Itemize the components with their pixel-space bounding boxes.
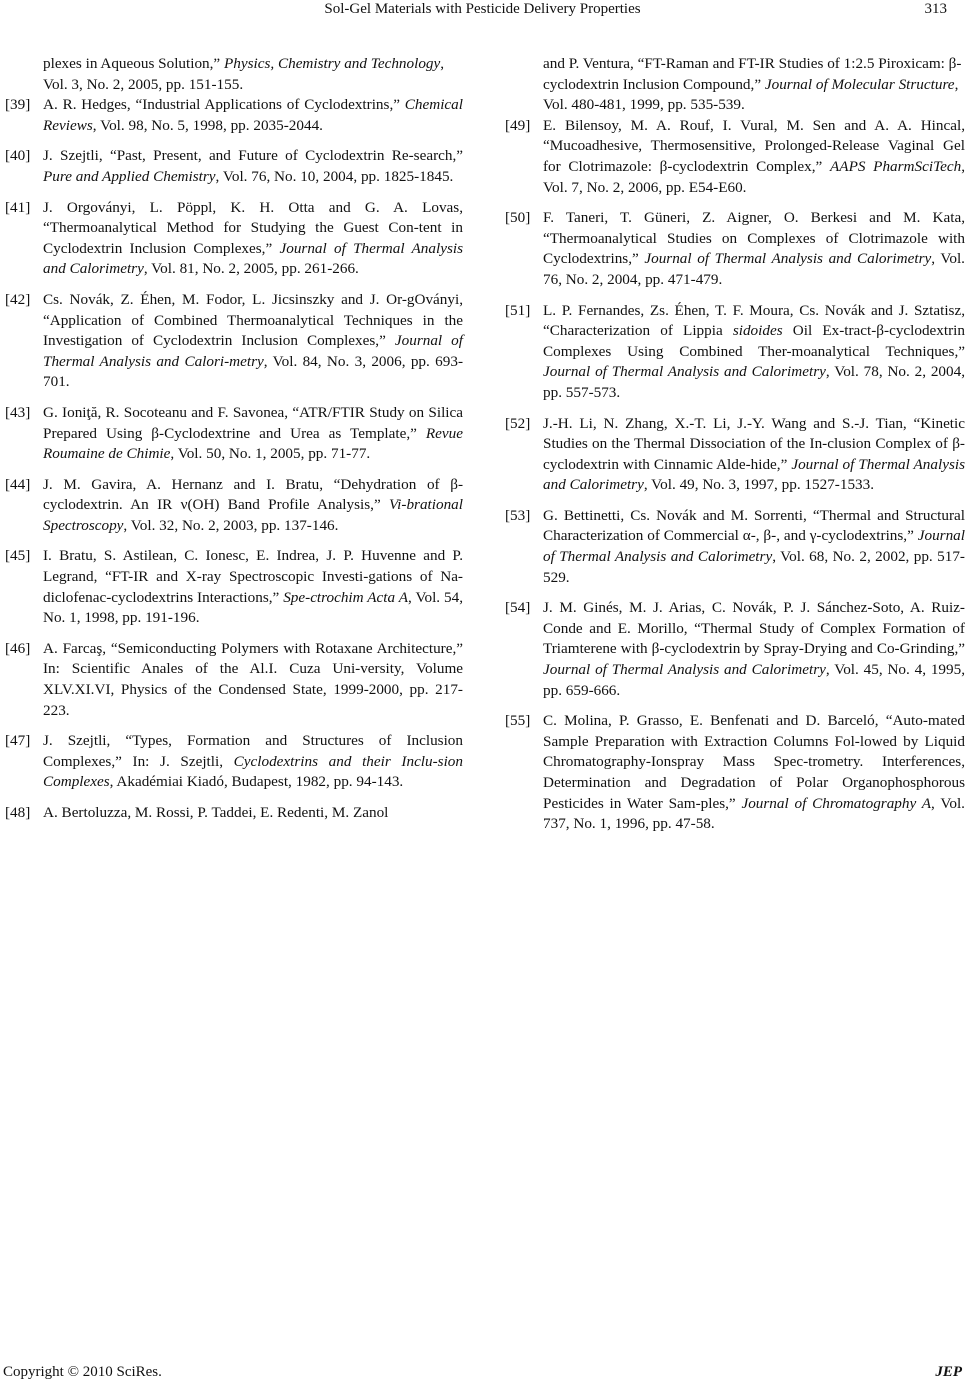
reference-body — [43, 546, 463, 628]
reference-continuation — [505, 54, 965, 116]
reference-number: [43] — [5, 403, 31, 421]
reference-item — [5, 546, 463, 628]
reference-text: J. Orgoványi, L. Pöppl, K. H. Otta and G. A. Lovas, “Thermoanalytical Method for Studying the Guest Con-tent in Cyclodextrin Inclusion Complexes,” — [43, 198, 463, 257]
reference-text: , Vol. 76, No. 10, 2004, pp. 1825-1845. — [215, 167, 454, 185]
reference-number: [48] — [5, 804, 31, 821]
reference-text: J. M. Gavira, A. Hernanz and I. Bratu, “Dehydration of β-cyclodextrin. An IR ν(OH) Band Profile Analysis,” — [43, 475, 463, 514]
reference-source-title: Chemical Reviews — [43, 96, 463, 134]
reference-item — [5, 290, 463, 393]
reference-source-title: Journal of Thermal Analysis and Calori-metry — [43, 332, 463, 370]
reference-text: F. Taneri, T. Güneri, Z. Aigner, O. Berkesi and M. Kata, “Thermoanalytical Studies on Complexes of Clotrimazole with Cyclodextrins,” — [543, 209, 965, 268]
reference-body — [43, 146, 463, 187]
reference-text: L. P. Fernandes, Zs. Éhen, T. F. Moura, Cs. Novák and J. Sztatisz, “Characterization of Lippia — [543, 301, 965, 340]
reference-text: I. Bratu, S. Astilean, C. Ionesc, E. Indrea, J. P. Huvenne and P. Legrand, “FT-IR and X-ray Spectroscopic Investi-gations of Na-diclofenac-cyclodextrins Interactions,” — [43, 547, 463, 606]
reference-number: [55] — [505, 712, 531, 730]
reference-body — [543, 208, 965, 290]
reference-source-title: Journal of Thermal Analysis and Calorimetry — [543, 661, 826, 679]
reference-list-right — [505, 116, 965, 835]
reference-text: , Vol. 480-481, 1999, pp. 535-539. — [543, 75, 959, 114]
reference-item — [505, 598, 965, 701]
reference-item — [5, 475, 463, 537]
reference-text: , Vol. 32, No. 2, 2003, pp. 137-146. — [123, 516, 339, 534]
reference-item — [505, 301, 965, 404]
reference-text: J. Szejtli, “Past, Present, and Future of Cyclodextrin Re-search,” — [43, 147, 463, 165]
reference-text: G. Ioniţă, R. Socoteanu and F. Savonea, “ATR/FTIR Study on Silica Prepared Using β-Cyclodextrine and Urea as Template,” — [43, 403, 463, 442]
reference-body — [43, 475, 463, 537]
reference-text: , Vol. 98, No. 5, 1998, pp. 2035-2044. — [92, 116, 323, 134]
reference-number: [46] — [5, 639, 31, 657]
reference-text: and P. Ventura, “FT-Raman and FT-IR Studies of 1:2.5 Piroxicam: β-cyclodextrin Inclusion Compound,” — [543, 55, 962, 93]
reference-source-title: AAPS PharmSciTech — [830, 157, 962, 175]
reference-list-left — [5, 95, 463, 823]
reference-text: , Vol. 68, No. 2, 2002, pp. 517-529. — [543, 548, 965, 586]
reference-text: , Vol. 54, No. 1, 1998, pp. 191-196. — [43, 588, 464, 627]
reference-text: E. Bilensoy, M. A. Rouf, I. Vural, M. Sen and A. A. Hincal, “Mucoadhesive, Thermosensitive, Prolonged-Release Vaginal Gel for Clotrimazole: β-cyclodextrin Complex,” — [543, 116, 965, 175]
reference-body — [43, 803, 463, 824]
reference-body — [543, 598, 965, 701]
reference-number: [41] — [5, 198, 31, 216]
reference-number: [47] — [5, 732, 31, 750]
reference-source-title: Journal of Chromatography A — [741, 794, 932, 812]
reference-text: , Vol. 81, No. 2, 2005, pp. 261-266. — [143, 260, 359, 278]
reference-text: , Vol. 7, No. 2, 2006, pp. E54-E60. — [543, 157, 965, 196]
journal-abbrev: JEP — [935, 1364, 962, 1380]
reference-body — [43, 198, 463, 280]
reference-source-title: Journal of Thermal Analysis and Calorimetry — [543, 527, 965, 566]
reference-item — [5, 803, 463, 824]
reference-body — [543, 414, 965, 496]
reference-source-title: Spe-ctrochim Acta A — [283, 588, 409, 606]
reference-text: Cs. Novák, Z. Éhen, M. Fodor, L. Jicsinszky and J. Or-gOványi, “Application of Combined Thermoanalytical Techniques in the Investigation of Cyclodextrin Inclusion Complexes,” — [43, 290, 463, 350]
reference-source-title: Journal of Thermal Analysis and Calorimetry — [644, 250, 932, 268]
reference-number: [53] — [505, 506, 531, 524]
running-header-title: Sol-Gel Materials with Pesticide Delivery Properties — [324, 1, 641, 17]
reference-body — [543, 711, 965, 835]
reference-text: A. Farcaş, “Semiconducting Polymers with Rotaxane Architecture,” In: Scientific Anales of the Al.I. Cuza Uni-versity, Volume XLV.XI.VI, Physics of the Condensed State, 1999-2000, pp. 217-223. — [43, 639, 463, 719]
reference-body — [43, 403, 463, 465]
reference-item — [5, 95, 463, 136]
reference-source-title: Cyclodextrins and their Inclu-sion Complexes — [43, 752, 463, 791]
reference-text: Oil Ex-tract-β-cyclodextrin Complexes Using Combined Ther-moanalytical Techniques,” — [543, 322, 965, 360]
reference-number: [54] — [505, 599, 531, 617]
reference-text: A. Bertoluzza, M. Rossi, P. Taddei, E. Redenti, M. Zanol — [43, 804, 389, 821]
reference-text: , Akadémiai Kiadó, Budapest, 1982, pp. 94-143. — [109, 773, 404, 791]
reference-source-title: Pure and Applied Chemistry — [43, 167, 216, 185]
reference-item — [5, 198, 463, 280]
reference-number: [50] — [505, 209, 531, 227]
copyright-notice: Copyright © 2010 SciRes. — [3, 1364, 162, 1380]
reference-number: [52] — [505, 414, 531, 432]
reference-text: A. R. Hedges, “Industrial Applications of Cyclodextrins,” — [43, 96, 405, 114]
reference-continuation — [5, 54, 463, 95]
reference-number: [49] — [505, 116, 531, 134]
reference-source-title: Physics, Chemistry and Technology — [223, 55, 441, 72]
reference-text: , Vol. 49, No. 3, 1997, pp. 1527-1533. — [643, 476, 875, 494]
reference-body — [43, 95, 463, 136]
reference-item — [5, 146, 463, 187]
reference-number: [51] — [505, 301, 531, 319]
page-number: 313 — [924, 1, 947, 17]
references-column-left — [5, 54, 463, 834]
reference-text: G. Bettinetti, Cs. Novák and M. Sorrenti, “Thermal and Structural Characterization of Commercial α-, β-, and γ-cyclodextrins,” — [543, 506, 965, 545]
reference-body — [43, 639, 463, 721]
reference-number: [45] — [5, 547, 31, 565]
reference-item — [505, 711, 965, 835]
reference-source-title: Journal of Thermal Analysis and Calorimetry — [543, 455, 965, 494]
reference-text: , Vol. 3, No. 2, 2005, pp. 151-155. — [43, 55, 445, 93]
reference-item — [5, 639, 463, 721]
reference-item — [5, 403, 463, 465]
reference-text: , Vol. 737, No. 1, 1996, pp. 47-58. — [543, 794, 965, 833]
reference-number: [39] — [5, 96, 31, 114]
reference-source-title: Journal of Molecular Structure — [764, 75, 955, 93]
reference-text: C. Molina, P. Grasso, E. Benfenati and D. Barceló, “Auto-mated Sample Preparation with Extraction Columns Fol-lowed by Liquid Chromatography-Ionspray Mass Spec-trometry. Interferences, Determination and Degradation of Polar Organophosphorous Pesticides in Water Sam-ples,” — [543, 712, 965, 812]
reference-source-title: sidoides — [732, 322, 783, 340]
reference-item — [505, 414, 965, 496]
reference-source-title: Revue Roumaine de Chimie — [43, 424, 463, 463]
reference-item — [5, 731, 463, 793]
reference-text: J. M. Ginés, M. J. Arias, C. Novák, P. J. Sánchez-Soto, A. Ruiz-Conde and E. Morillo, “Thermal Study of Complex Formation of Triamterene with β-cyclodextrin by Spray-Drying and Co-Grinding,” — [543, 599, 965, 658]
reference-number: [44] — [5, 475, 31, 493]
reference-source-title: Journal of Thermal Analysis and Calorimetry — [43, 239, 463, 278]
reference-text: , Vol. 45, No. 4, 1995, pp. 659-666. — [543, 661, 965, 699]
reference-text: J.-H. Li, N. Zhang, X.-T. Li, J.-Y. Wang and S.-J. Tian, “Kinetic Studies on the Thermal Dissociation of the In-clusion Complex of β-cyclodextrin with Cinnamic Alde-hide,” — [543, 414, 965, 473]
reference-text: , Vol. 76, No. 2, 2004, pp. 471-479. — [543, 250, 965, 288]
reference-body — [543, 506, 965, 588]
reference-source-title: Journal of Thermal Analysis and Calorimetry — [543, 363, 826, 381]
reference-body — [543, 301, 965, 404]
reference-body — [43, 731, 463, 793]
reference-text: , Vol. 78, No. 2, 2004, pp. 557-573. — [543, 363, 965, 401]
reference-item — [505, 208, 965, 290]
reference-source-title: Vi-brational Spectroscopy — [43, 496, 463, 534]
references-column-right — [505, 54, 965, 845]
reference-text: , Vol. 50, No. 1, 2005, pp. 71-77. — [170, 445, 371, 463]
reference-text: J. Szejtli, “Types, Formation and Structures of Inclusion Complexes,” In: J. Szejtli, — [43, 732, 463, 770]
reference-number: [42] — [5, 290, 31, 308]
reference-body — [43, 290, 463, 393]
reference-item — [505, 116, 965, 198]
reference-body — [543, 116, 965, 198]
reference-number: [40] — [5, 147, 31, 165]
reference-text: plexes in Aqueous Solution,” — [43, 55, 224, 72]
reference-item — [505, 506, 965, 588]
reference-text: , Vol. 84, No. 3, 2006, pp. 693-701. — [43, 352, 463, 391]
